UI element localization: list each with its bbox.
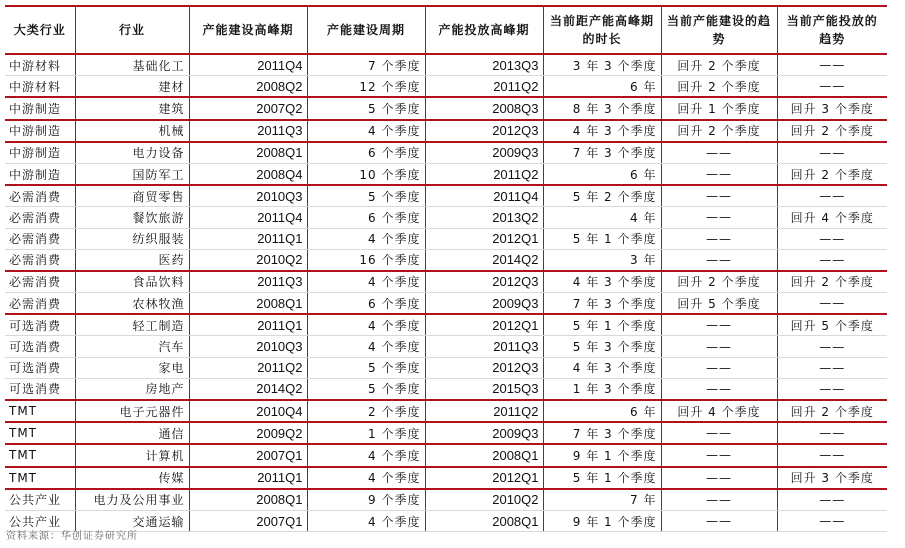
category-cell: 必需消费 [5,271,75,293]
category-cell: 中游材料 [5,54,75,76]
table-row [5,467,887,489]
build-peak-cell: 2008Q2 [189,76,307,98]
build-peak-cell: 2008Q1 [189,489,307,511]
time-since-peak-cell: 9 年 1 个季度 [543,444,661,466]
build-peak-cell: 2009Q2 [189,422,307,444]
build-peak-cell: 2011Q4 [189,54,307,76]
build-cycle-cell: 4 个季度 [307,510,425,531]
release-trend-cell: —— [777,422,887,444]
table-row [5,142,887,164]
header-release-peak: 产能投放高峰期 [425,6,543,54]
build-peak-cell: 2010Q2 [189,249,307,271]
category-cell: TMT [5,444,75,466]
build-peak-cell: 2007Q2 [189,97,307,119]
category-cell: 必需消费 [5,207,75,228]
source-note: 资料来源：华创证券研究所 [6,531,138,542]
build-cycle-cell: 9 个季度 [307,489,425,511]
time-since-peak-cell: 6 年 [543,400,661,422]
release-trend-cell: 回升 2 个季度 [777,400,887,422]
build-cycle-cell: 12 个季度 [307,76,425,98]
industry-cell: 餐饮旅游 [75,207,189,228]
build-cycle-cell: 6 个季度 [307,207,425,228]
table-row [5,249,887,271]
category-cell: 公共产业 [5,489,75,511]
time-since-peak-cell: 3 年 [543,249,661,271]
category-cell: 可选消费 [5,314,75,336]
build-peak-cell: 2011Q1 [189,314,307,336]
build-trend-cell: 回升 5 个季度 [661,293,777,315]
build-cycle-cell: 4 个季度 [307,467,425,489]
header-build-cycle: 产能建设周期 [307,6,425,54]
build-peak-cell: 2010Q3 [189,336,307,357]
release-trend-cell: —— [777,378,887,400]
table-row [5,314,887,336]
table-row [5,97,887,119]
time-since-peak-cell: 5 年 2 个季度 [543,185,661,207]
header-build-trend: 当前产能建设的趋势 [661,6,777,54]
release-peak-cell: 2012Q1 [425,228,543,249]
release-peak-cell: 2012Q1 [425,467,543,489]
build-cycle-cell: 5 个季度 [307,378,425,400]
industry-cell: 通信 [75,422,189,444]
build-peak-cell: 2010Q3 [189,185,307,207]
industry-cell: 房地产 [75,378,189,400]
category-cell: 必需消费 [5,228,75,249]
category-cell: 中游材料 [5,76,75,98]
industry-cell: 国防军工 [75,163,189,185]
build-trend-cell: —— [661,142,777,164]
build-trend-cell: —— [661,228,777,249]
build-peak-cell: 2011Q3 [189,271,307,293]
category-cell: 中游制造 [5,97,75,119]
industry-cell: 机械 [75,120,189,142]
table-row [5,422,887,444]
build-cycle-cell: 10 个季度 [307,163,425,185]
release-trend-cell: —— [777,185,887,207]
build-cycle-cell: 4 个季度 [307,314,425,336]
time-since-peak-cell: 4 年 [543,207,661,228]
build-peak-cell: 2014Q2 [189,378,307,400]
build-trend-cell: 回升 2 个季度 [661,54,777,76]
release-trend-cell: 回升 4 个季度 [777,207,887,228]
release-peak-cell: 2015Q3 [425,378,543,400]
table-row [5,76,887,98]
industry-cell: 家电 [75,357,189,378]
release-peak-cell: 2011Q3 [425,336,543,357]
build-cycle-cell: 16 个季度 [307,249,425,271]
release-peak-cell: 2014Q2 [425,249,543,271]
release-peak-cell: 2009Q3 [425,422,543,444]
header-release-trend: 当前产能投放的趋势 [777,6,887,54]
release-peak-cell: 2012Q3 [425,357,543,378]
build-trend-cell: —— [661,314,777,336]
industry-cell: 纺织服装 [75,228,189,249]
table-row [5,185,887,207]
category-cell: 必需消费 [5,249,75,271]
release-trend-cell: —— [777,228,887,249]
industry-cell: 食品饮料 [75,271,189,293]
release-trend-cell: —— [777,444,887,466]
release-trend-cell: —— [777,54,887,76]
build-peak-cell: 2008Q4 [189,163,307,185]
category-cell: 可选消费 [5,357,75,378]
table-row [5,400,887,422]
category-cell: 可选消费 [5,378,75,400]
table-row [5,207,887,228]
build-trend-cell: —— [661,336,777,357]
industry-cell: 轻工制造 [75,314,189,336]
release-peak-cell: 2011Q2 [425,76,543,98]
category-cell: TMT [5,467,75,489]
build-peak-cell: 2008Q1 [189,293,307,315]
release-trend-cell: —— [777,142,887,164]
build-cycle-cell: 4 个季度 [307,120,425,142]
release-trend-cell: —— [777,357,887,378]
release-peak-cell: 2011Q4 [425,185,543,207]
release-trend-cell: 回升 2 个季度 [777,120,887,142]
industry-cell: 交通运输 [75,510,189,531]
build-peak-cell: 2007Q1 [189,510,307,531]
category-cell: 必需消费 [5,185,75,207]
industry-cell: 传媒 [75,467,189,489]
build-peak-cell: 2007Q1 [189,444,307,466]
build-trend-cell: —— [661,185,777,207]
time-since-peak-cell: 4 年 3 个季度 [543,357,661,378]
release-peak-cell: 2008Q1 [425,510,543,531]
category-cell: 可选消费 [5,336,75,357]
release-peak-cell: 2011Q2 [425,400,543,422]
table-row [5,378,887,400]
time-since-peak-cell: 7 年 3 个季度 [543,293,661,315]
release-trend-cell: 回升 3 个季度 [777,97,887,119]
category-cell: 公共产业 [5,510,75,531]
release-trend-cell: —— [777,510,887,531]
industry-cell: 商贸零售 [75,185,189,207]
industry-cell: 电子元器件 [75,400,189,422]
build-cycle-cell: 5 个季度 [307,185,425,207]
build-cycle-cell: 4 个季度 [307,271,425,293]
build-cycle-cell: 4 个季度 [307,336,425,357]
build-peak-cell: 2011Q1 [189,467,307,489]
header-category: 大类行业 [5,6,75,54]
release-trend-cell: —— [777,336,887,357]
table-row [5,271,887,293]
build-cycle-cell: 5 个季度 [307,97,425,119]
build-peak-cell: 2011Q4 [189,207,307,228]
header-build-peak: 产能建设高峰期 [189,6,307,54]
release-peak-cell: 2008Q3 [425,97,543,119]
release-trend-cell: —— [777,489,887,511]
time-since-peak-cell: 7 年 3 个季度 [543,142,661,164]
build-peak-cell: 2008Q1 [189,142,307,164]
build-cycle-cell: 6 个季度 [307,142,425,164]
release-trend-cell: 回升 2 个季度 [777,271,887,293]
build-cycle-cell: 6 个季度 [307,293,425,315]
build-trend-cell: —— [661,422,777,444]
build-trend-cell: —— [661,357,777,378]
time-since-peak-cell: 6 年 [543,76,661,98]
industry-cell: 计算机 [75,444,189,466]
category-cell: 中游制造 [5,120,75,142]
industry-cell: 汽车 [75,336,189,357]
build-trend-cell: —— [661,489,777,511]
build-cycle-cell: 1 个季度 [307,422,425,444]
industry-cell: 电力设备 [75,142,189,164]
build-trend-cell: —— [661,444,777,466]
time-since-peak-cell: 7 年 [543,489,661,511]
build-peak-cell: 2011Q1 [189,228,307,249]
category-cell: TMT [5,400,75,422]
release-peak-cell: 2013Q3 [425,54,543,76]
time-since-peak-cell: 7 年 3 个季度 [543,422,661,444]
industry-cell: 电力及公用事业 [75,489,189,511]
release-peak-cell: 2009Q3 [425,293,543,315]
table-row [5,54,887,76]
category-cell: 中游制造 [5,142,75,164]
table-row [5,163,887,185]
build-cycle-cell: 5 个季度 [307,357,425,378]
header-industry: 行业 [75,6,189,54]
build-cycle-cell: 4 个季度 [307,228,425,249]
industry-cell: 农林牧渔 [75,293,189,315]
table-row [5,336,887,357]
release-trend-cell: 回升 3 个季度 [777,467,887,489]
build-peak-cell: 2010Q4 [189,400,307,422]
time-since-peak-cell: 5 年 1 个季度 [543,467,661,489]
table-row [5,489,887,511]
time-since-peak-cell: 4 年 3 个季度 [543,120,661,142]
time-since-peak-cell: 6 年 [543,163,661,185]
release-peak-cell: 2010Q2 [425,489,543,511]
build-trend-cell: —— [661,163,777,185]
time-since-peak-cell: 9 年 1 个季度 [543,510,661,531]
build-trend-cell: —— [661,378,777,400]
time-since-peak-cell: 3 年 3 个季度 [543,54,661,76]
release-trend-cell: —— [777,76,887,98]
build-trend-cell: —— [661,510,777,531]
industry-cell: 建筑 [75,97,189,119]
time-since-peak-cell: 5 年 1 个季度 [543,228,661,249]
build-trend-cell: —— [661,207,777,228]
industry-cell: 医药 [75,249,189,271]
build-trend-cell: 回升 1 个季度 [661,97,777,119]
build-trend-cell: —— [661,467,777,489]
release-trend-cell: 回升 2 个季度 [777,163,887,185]
release-trend-cell: —— [777,249,887,271]
release-peak-cell: 2011Q2 [425,163,543,185]
time-since-peak-cell: 1 年 3 个季度 [543,378,661,400]
table-row [5,444,887,466]
build-cycle-cell: 2 个季度 [307,400,425,422]
release-peak-cell: 2008Q1 [425,444,543,466]
table-row [5,357,887,378]
time-since-peak-cell: 4 年 3 个季度 [543,271,661,293]
release-trend-cell: —— [777,293,887,315]
build-trend-cell: 回升 2 个季度 [661,271,777,293]
build-trend-cell: 回升 4 个季度 [661,400,777,422]
build-trend-cell: 回升 2 个季度 [661,120,777,142]
category-cell: TMT [5,422,75,444]
industry-cell: 基础化工 [75,54,189,76]
build-peak-cell: 2011Q3 [189,120,307,142]
table-row [5,293,887,315]
release-peak-cell: 2009Q3 [425,142,543,164]
release-peak-cell: 2012Q1 [425,314,543,336]
release-peak-cell: 2012Q3 [425,271,543,293]
header-time-since-peak: 当前距产能高峰期的时长 [543,6,661,54]
category-cell: 中游制造 [5,163,75,185]
time-since-peak-cell: 5 年 1 个季度 [543,314,661,336]
time-since-peak-cell: 8 年 3 个季度 [543,97,661,119]
build-peak-cell: 2011Q2 [189,357,307,378]
build-cycle-cell: 4 个季度 [307,444,425,466]
industry-capacity-table [5,5,887,532]
build-cycle-cell: 7 个季度 [307,54,425,76]
header-row [5,6,887,54]
release-trend-cell: 回升 5 个季度 [777,314,887,336]
build-trend-cell: 回升 2 个季度 [661,76,777,98]
build-trend-cell: —— [661,249,777,271]
release-peak-cell: 2012Q3 [425,120,543,142]
table-row [5,120,887,142]
table-row [5,228,887,249]
category-cell: 必需消费 [5,293,75,315]
release-peak-cell: 2013Q2 [425,207,543,228]
time-since-peak-cell: 5 年 3 个季度 [543,336,661,357]
industry-cell: 建材 [75,76,189,98]
